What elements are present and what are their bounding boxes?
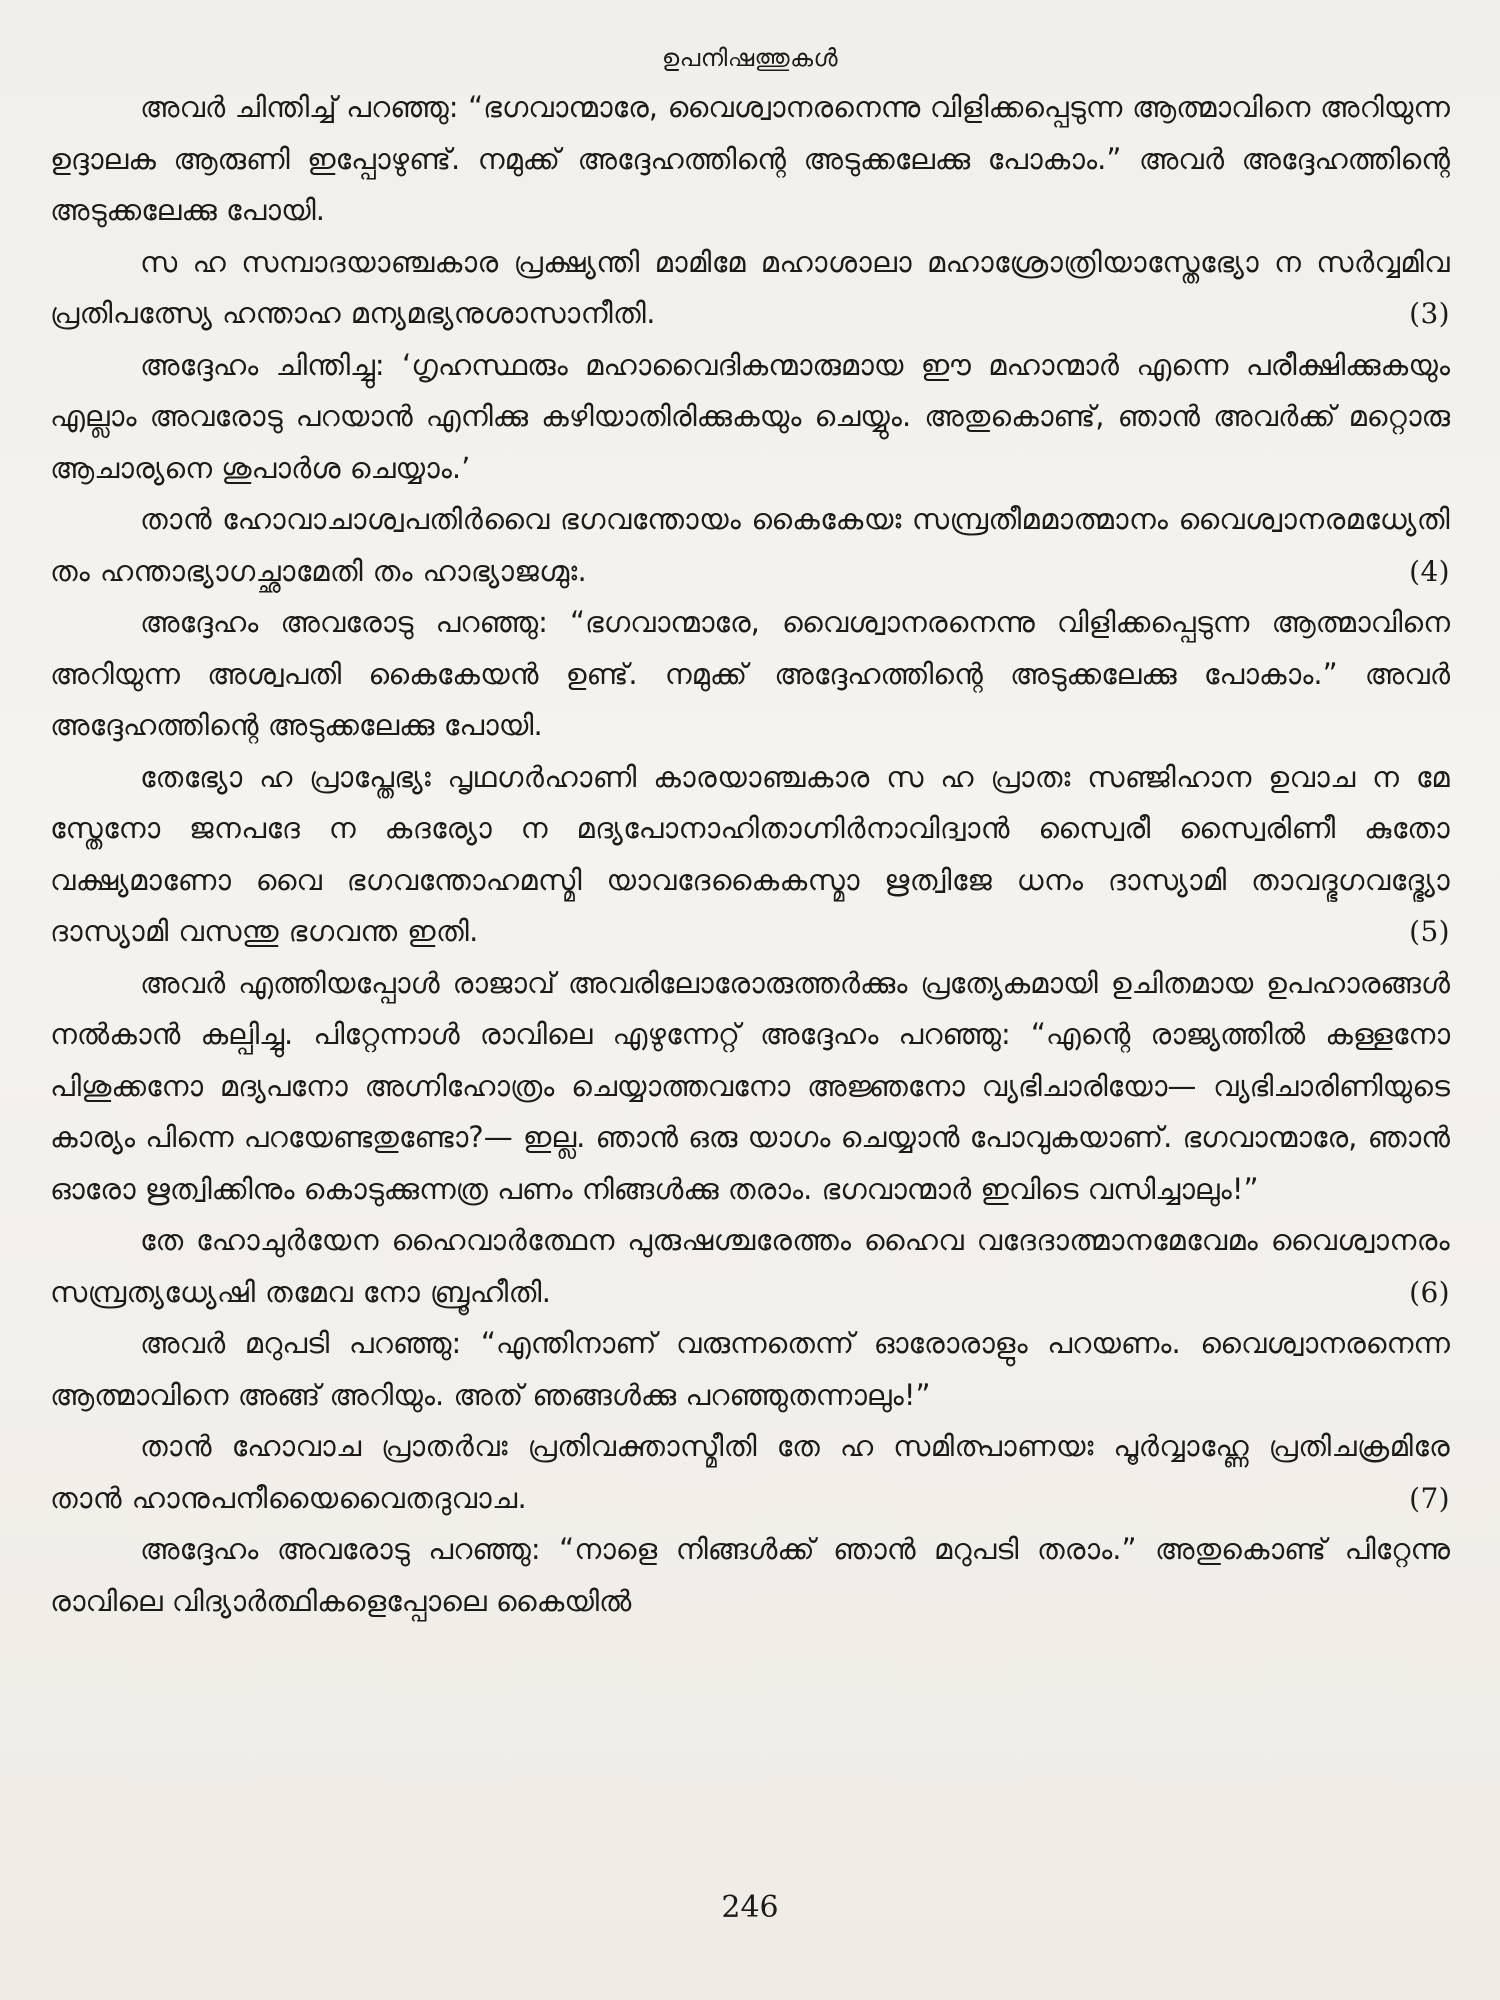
- paragraph-prose-3: [50, 597, 1450, 752]
- paragraph-text: അവർ മറുപടി പറഞ്ഞു: “എന്തിനാണ് വരുന്നതെന്ന് ഓരോരാളും പറയണം. വൈശ്വാനരനെന്ന ആത്മാവിനെ അങ്ങ് അറിയും. അത് ഞങ്ങൾക്കു പറഞ്ഞുതന്നാലും!”: [50, 1326, 1450, 1412]
- paragraph-verse-4: [50, 494, 1450, 597]
- verse-number: (5): [1409, 915, 1450, 948]
- paragraph-text: അവർ എത്തിയപ്പോൾ രാജാവ് അവരിലോരോരുത്തർക്കും പ്രത്യേകമായി ഉചിതമായ ഉപഹാരങ്ങൾ നൽകാൻ കല്പിച്ചു. പിറ്റേന്നാൾ രാവിലെ എഴുന്നേറ്റ് അദ്ദേഹം പറഞ്ഞു: “എന്റെ രാജ്യത്തിൽ കള്ളനോ പിശുക്കനോ മദ്യപനോ അഗ്നിഹോത്രം ചെയ്യാത്തവനോ അജ്ഞനോ വ്യഭിചാരിയോ— വ്യഭിചാരിണിയുടെ കാര്യം പിന്നെ പറയേണ്ടതുണ്ടോ?— ഇല്ല. ഞാൻ ഒരു യാഗം ചെയ്യാൻ പോവുകയാണ്. ഭഗവാന്മാരേ, ഞാൻ ഓരോ ഋത്വിക്കിനും കൊടുക്കുന്നത്ര പണം നിങ്ങൾക്കു തരാം. ഭഗവാന്മാർ ഇവിടെ വസിച്ചാലും!”: [50, 965, 1450, 1206]
- page-number: 246: [721, 1890, 779, 1925]
- paragraph-text: അദ്ദേഹം അവരോടു പറഞ്ഞു: “നാളെ നിങ്ങൾക്ക് ഞാൻ മറുപടി തരാം.” അതുകൊണ്ട് പിറ്റേന്നു രാവിലെ വിദ്യാർത്ഥികളെപ്പോലെ കൈയിൽ: [50, 1532, 1450, 1618]
- paragraph-text: തേ ഹോചുർയേന ഹൈവാർത്ഥേന പുരുഷശ്ചരേത്തം ഹൈവ വദേദാത്മാനമേവേമം വൈശ്വാനരം സമ്പ്രത്യധ്യേഷി തമേവ നോ ബ്രൂഹീതി.: [50, 1223, 1450, 1309]
- verse-number: (6): [1409, 1275, 1450, 1309]
- paragraph-verse-3: [50, 237, 1450, 340]
- verse-number: (3): [1409, 297, 1450, 330]
- paragraph-text: സ ഹ സമ്പാദയാഞ്ചകാര പ്രക്ഷ്യന്തി മാമിമേ മഹാശാലാ മഹാശ്രോത്രിയാസ്തേഭ്യോ ന സർവ്വമിവ പ്രതിപത്സ്യേ ഹന്താഹ മന്യമഭ്യനുശാസാനീതി.: [50, 244, 1450, 330]
- verse-number: (4): [1409, 554, 1450, 588]
- paragraph-text: തേഭ്യോ ഹ പ്രാപ്തേഭ്യഃ പൃഥഗർഹാണി കാരയാഞ്ചകാര സ ഹ പ്രാതഃ സഞ്ജിഹാന ഉവാച ന മേ സ്തേനോ ജനപദേ ന കദര്യോ ന മദ്യപോനാഹിതാഗ്നിർനാവിദ്വാൻ സ്വൈരീ സ്വൈരിണീ കുതോ വക്ഷ്യമാണോ വൈ ഭഗവന്തോഹമസ്മി യാവദേകൈകസ്മാ ഋത്വിജേ ധനം ദാസ്യാമി താവദ്ഭഗവദ്ഭ്യോ ദാസ്യാമി വസന്തു ഭഗവന്ത ഇതി.: [50, 759, 1450, 948]
- paragraph-prose-2: [50, 340, 1450, 495]
- page-body: [50, 82, 1450, 1627]
- running-header-title: ഉപനിഷത്തുകൾ: [661, 44, 839, 72]
- paragraph-verse-6: [50, 1215, 1450, 1318]
- paragraph-verse-7: [50, 1421, 1450, 1524]
- paragraph-prose-4: [50, 958, 1450, 1216]
- paragraph-prose-6: [50, 1524, 1450, 1627]
- paragraph-text: അദ്ദേഹം അവരോടു പറഞ്ഞു: “ഭഗവാന്മാരേ, വൈശ്വാനരനെന്നു വിളിക്കപ്പെടുന്ന ആത്മാവിനെ അറിയുന്ന അശ്വപതി കൈകേയൻ ഉണ്ട്. നമുക്ക് അദ്ദേഹത്തിന്റെ അടുക്കലേക്കു പോകാം.” അവർ അദ്ദേഹത്തിന്റെ അടുക്കലേക്കു പോയി.: [50, 605, 1450, 742]
- paragraph-verse-5: [50, 752, 1450, 958]
- paragraph-text: അവർ ചിന്തിച്ച് പറഞ്ഞു: “ഭഗവാന്മാരേ, വൈശ്വാനരനെന്നു വിളിക്കപ്പെടുന്ന ആത്മാവിനെ അറിയുന്ന ഉദ്ദാലക ആരുണി ഇപ്പോഴുണ്ട്. നമുക്ക് അദ്ദേഹത്തിന്റെ അടുക്കലേക്കു പോകാം.” അവർ അദ്ദേഹത്തിന്റെ അടുക്കലേക്കു പോയി.: [50, 90, 1450, 227]
- paragraph-prose-1: [50, 82, 1450, 237]
- paragraph-prose-5: [50, 1318, 1450, 1421]
- paragraph-text: താൻ ഹോവാച പ്രാതർവഃ പ്രതിവക്താസ്മീതി തേ ഹ സമിത്പാണയഃ പൂർവ്വാഹ്ണേ പ്രതിചക്രമിരേ താൻ ഹാനുപനീയൈവൈതദുവാച.: [50, 1429, 1450, 1515]
- paragraph-text: താൻ ഹോവാചാശ്വപതിർവൈ ഭഗവന്തോയം കൈകേയഃ സമ്പ്രതീമമാത്മാനം വൈശ്വാനരമധ്യേതി തം ഹന്താഭ്യാഗച്ഛാമേതി തം ഹാഭ്യാജഗ്മുഃ.: [50, 502, 1450, 588]
- verse-number: (7): [1409, 1481, 1450, 1515]
- paragraph-text: അദ്ദേഹം ചിന്തിച്ചു: ‘ഗൃഹസ്ഥരും മഹാവൈദികന്മാരുമായ ഈ മഹാന്മാർ എന്നെ പരീക്ഷിക്കുകയും എല്ലാം അവരോടു പറയാൻ എനിക്കു കഴിയാതിരിക്കുകയും ചെയ്യും. അതുകൊണ്ട്, ഞാൻ അവർക്ക് മറ്റൊരു ആചാര്യനെ ശുപാർശ ചെയ്യാം.’: [50, 347, 1450, 485]
